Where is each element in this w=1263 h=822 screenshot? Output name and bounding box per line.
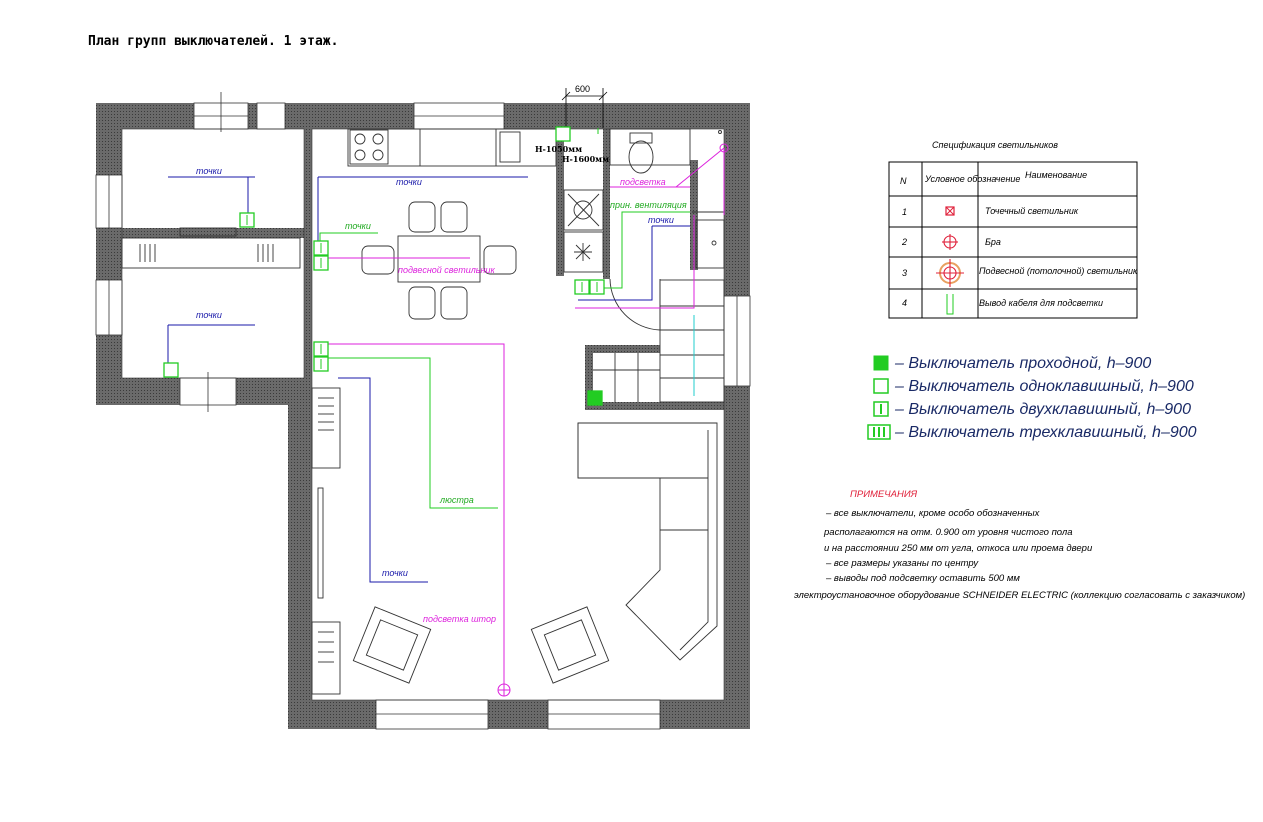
- legend: [868, 355, 1197, 441]
- note-line-4: – все размеры указаны по центру: [826, 558, 979, 569]
- passthrough-switch-icon: [874, 356, 888, 370]
- legend-item-3: – Выключатель двухклавишный, h–900: [895, 401, 1191, 418]
- spec-header-name: Наименование: [1025, 170, 1088, 180]
- legend-item-2: – Выключатель одноклавишный, h–900: [895, 378, 1194, 395]
- note-line-6: электроустановочное оборудование SCHNEIDER ELECTRIC (коллекцию согласовать с заказчиком): [794, 590, 1246, 601]
- passthrough-switch-icon: [588, 391, 602, 405]
- spec-row-2-name: Бра: [985, 237, 1001, 247]
- cable-outlet-icon: [947, 294, 953, 314]
- dimension-label: 600: [575, 84, 591, 94]
- height-label-2: H-1600мм: [562, 154, 610, 164]
- label-podvesnoy: подвесной светильник: [398, 265, 495, 275]
- single-switch-icon: [556, 127, 570, 141]
- spec-row-2-n: 2: [902, 237, 908, 247]
- windows: [96, 103, 750, 729]
- note-line-2: располагаются на отм. 0.900 от уровня чистого пола: [824, 527, 1073, 538]
- label-tochki-kitchen: точки: [396, 177, 422, 187]
- single-switch-icon: [874, 379, 888, 393]
- triple-switch-icon: [868, 425, 890, 439]
- notes-heading: ПРИМЕЧАНИЯ: [850, 489, 918, 500]
- label-podsvetka: подсветка: [620, 177, 666, 187]
- spec-table: [889, 162, 1137, 318]
- wall-lamp-icon: [942, 234, 958, 250]
- spot-light-icon: [946, 207, 954, 215]
- note-line-3: и на расстоянии 250 мм от угла, откоса или проема двери: [824, 543, 1093, 554]
- legend-item-1: – Выключатель проходной, h–900: [895, 355, 1152, 372]
- switches: [164, 127, 604, 405]
- height-label-1: H-1050мм: [535, 144, 583, 154]
- spec-row-1-name: Точечный светильник: [985, 206, 1079, 216]
- spec-row-3-name: Подвесной (потолочной) светильник: [979, 266, 1138, 276]
- label-tochki-top-left: точки: [196, 166, 222, 176]
- wiring-magenta: [325, 148, 724, 690]
- spec-caption: Спецификация светильников: [932, 140, 1058, 150]
- label-lyustra: люстра: [440, 495, 474, 505]
- note-line-5: – выводы под подсветку оставить 500 мм: [826, 573, 1020, 584]
- spec-row-4-n: 4: [902, 298, 908, 308]
- label-tochki-green: точки: [345, 221, 371, 231]
- spec-header-n: N: [900, 176, 907, 186]
- spec-row-3-n: 3: [902, 268, 908, 278]
- pendant-lamp-icon: [936, 259, 964, 287]
- label-tochki-mid-left: точки: [196, 310, 222, 320]
- note-line-1: – все выключатели, кроме особо обозначенных: [826, 508, 1040, 519]
- page-title: План групп выключателей. 1 этаж.: [88, 34, 339, 49]
- walls: [96, 103, 750, 729]
- label-tochki-right: точки: [648, 215, 674, 225]
- single-switch-icon: [164, 363, 178, 377]
- double-switch-icon: [874, 402, 888, 416]
- label-podsvetka-shtor: подсветка штор: [423, 614, 496, 624]
- label-tochki-bottom: точки: [382, 568, 408, 578]
- label-ventilyatsiya: прин. вентиляция: [610, 200, 687, 210]
- spec-row-1-n: 1: [902, 207, 908, 217]
- spec-row-4-name: Вывод кабеля для подсветки: [979, 298, 1103, 308]
- spec-header-symbol: Условное обозначение: [925, 174, 1021, 184]
- legend-item-4: – Выключатель трехклавишный, h–900: [895, 424, 1197, 441]
